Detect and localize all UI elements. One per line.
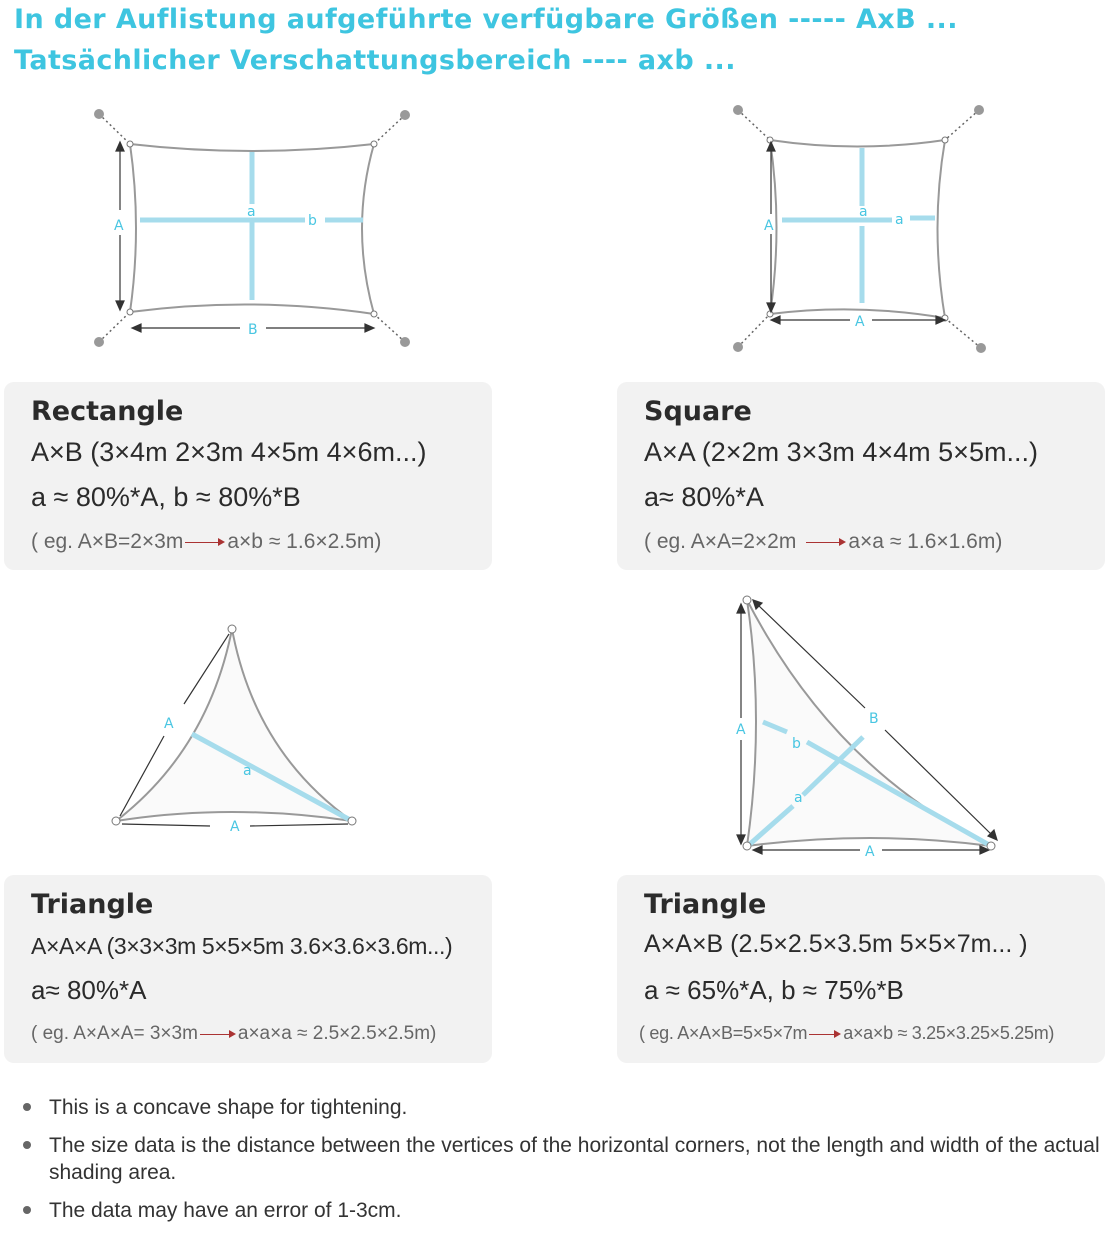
triangle-eq-example-left: ( eg. A×A×A= 3×3m bbox=[31, 1023, 198, 1044]
rectangle-example-left: ( eg. A×B=2×3m bbox=[31, 530, 184, 553]
triangle-eq-inner-a-label: a bbox=[243, 763, 252, 779]
anchor-point bbox=[400, 110, 410, 120]
note-text: The size data is the distance between the vertices of the horizontal corners, not the length and width of the actual shading area. bbox=[49, 1134, 1100, 1184]
header-line-2: Tatsächlicher Verschattungsbereich ---- axb ... bbox=[14, 45, 736, 76]
square-shade-outline bbox=[770, 140, 945, 318]
rectangle-bottom-label: B bbox=[248, 322, 258, 338]
triangle-eq-diagram bbox=[100, 620, 370, 840]
triangle-right-title: Triangle bbox=[644, 889, 767, 920]
square-example-left: ( eg. A×A=2×2m bbox=[644, 530, 797, 553]
triangle-eq-ratio: a≈ 80%*A bbox=[31, 975, 147, 1005]
corner-ring bbox=[112, 817, 120, 825]
square-side-label: A bbox=[764, 218, 774, 234]
rectangle-diagram bbox=[80, 100, 430, 360]
triangle-eq-card bbox=[4, 875, 492, 1063]
anchor-point bbox=[733, 342, 743, 352]
header-line-1: In der Auflistung aufgeführte verfügbare Größen ----- AxB ... bbox=[14, 4, 958, 35]
corner-ring bbox=[767, 311, 773, 317]
anchor-point bbox=[94, 109, 104, 119]
rectangle-example-right: a×b ≈ 1.6×2.5m) bbox=[227, 530, 382, 553]
triangle-eq-shade-outline bbox=[116, 629, 352, 821]
anchor-point bbox=[400, 337, 410, 347]
list-item bbox=[20, 1197, 1100, 1224]
triangle-eq-example-right: a×a×a ≈ 2.5×2.5×2.5m) bbox=[237, 1023, 437, 1044]
anchor-point bbox=[974, 105, 984, 115]
corner-ring bbox=[743, 842, 751, 850]
square-example-right: a×a ≈ 1.6×1.6m) bbox=[848, 530, 1003, 553]
rectangle-inner-a-label: a bbox=[247, 204, 256, 220]
square-inner-a2-label: a bbox=[895, 212, 904, 228]
list-item bbox=[20, 1094, 1100, 1121]
bullet-icon bbox=[23, 1141, 31, 1149]
rectangle-inner-b-label: b bbox=[308, 213, 317, 229]
triangle-right-example bbox=[639, 1023, 1054, 1044]
corner-ring bbox=[767, 137, 773, 143]
triangle-right-bottom-label: A bbox=[865, 844, 875, 860]
triangle-eq-dims: A×A×A (3×3×3m 5×5×5m 3.6×3.6×3.6m...) bbox=[31, 933, 453, 959]
corner-ring bbox=[127, 309, 133, 315]
triangle-right-inner-a-label: a bbox=[794, 790, 803, 806]
triangle-right-inner-b-label: b bbox=[792, 736, 801, 752]
triangle-right-side-label: A bbox=[736, 722, 746, 738]
notes-list bbox=[20, 1094, 1100, 1235]
corner-ring bbox=[987, 842, 995, 850]
list-item bbox=[20, 1132, 1100, 1186]
corner-ring bbox=[127, 141, 133, 147]
bullet-icon bbox=[23, 1206, 31, 1214]
note-text: The data may have an error of 1-3cm. bbox=[49, 1199, 402, 1222]
rectangle-card bbox=[4, 382, 492, 570]
triangle-eq-side-label: A bbox=[164, 716, 174, 732]
corner-ring bbox=[942, 137, 948, 143]
arrow-right-icon bbox=[200, 1029, 236, 1039]
anchor-point bbox=[94, 337, 104, 347]
corner-ring bbox=[348, 817, 356, 825]
corner-ring bbox=[371, 141, 377, 147]
triangle-right-dims: A×A×B (2.5×2.5×3.5m 5×5×7m... ) bbox=[644, 930, 1028, 958]
square-title: Square bbox=[644, 396, 752, 427]
triangle-right-diagram bbox=[725, 590, 1015, 865]
rectangle-title: Rectangle bbox=[31, 396, 184, 427]
bullet-icon bbox=[23, 1103, 31, 1111]
note-text: This is a concave shape for tightening. bbox=[49, 1096, 408, 1119]
rectangle-example bbox=[31, 530, 381, 554]
triangle-right-example-left: ( eg. A×A×B=5×5×7m bbox=[639, 1023, 808, 1043]
corner-ring bbox=[228, 625, 236, 633]
square-bottom-label: A bbox=[855, 314, 865, 330]
square-example bbox=[644, 530, 1002, 554]
anchor-point bbox=[976, 343, 986, 353]
arrow-right-icon bbox=[809, 1029, 841, 1039]
triangle-eq-bottom-label: A bbox=[230, 819, 240, 835]
rectangle-dims: A×B (3×4m 2×3m 4×5m 4×6m...) bbox=[31, 437, 427, 467]
triangle-eq-title: Triangle bbox=[31, 889, 154, 920]
arrow-right-icon bbox=[806, 537, 846, 547]
square-dims: A×A (2×2m 3×3m 4×4m 5×5m...) bbox=[644, 437, 1038, 467]
triangle-right-ratio: a ≈ 65%*A, b ≈ 75%*B bbox=[644, 975, 904, 1005]
rectangle-side-label: A bbox=[114, 218, 124, 234]
triangle-right-card bbox=[617, 875, 1105, 1063]
square-inner-a-label: a bbox=[859, 204, 868, 220]
triangle-right-hyp-label: B bbox=[869, 711, 879, 727]
triangle-eq-example bbox=[31, 1023, 436, 1045]
rectangle-ratio: a ≈ 80%*A, b ≈ 80%*B bbox=[31, 482, 301, 512]
square-ratio: a≈ 80%*A bbox=[644, 482, 764, 512]
square-diagram bbox=[725, 98, 995, 360]
corner-ring bbox=[371, 311, 377, 317]
triangle-right-example-right: a×a×b ≈ 3.25×3.25×5.25m) bbox=[843, 1023, 1055, 1043]
square-card bbox=[617, 382, 1105, 570]
anchor-point bbox=[733, 105, 743, 115]
corner-ring bbox=[743, 596, 751, 604]
arrow-right-icon bbox=[185, 537, 225, 547]
